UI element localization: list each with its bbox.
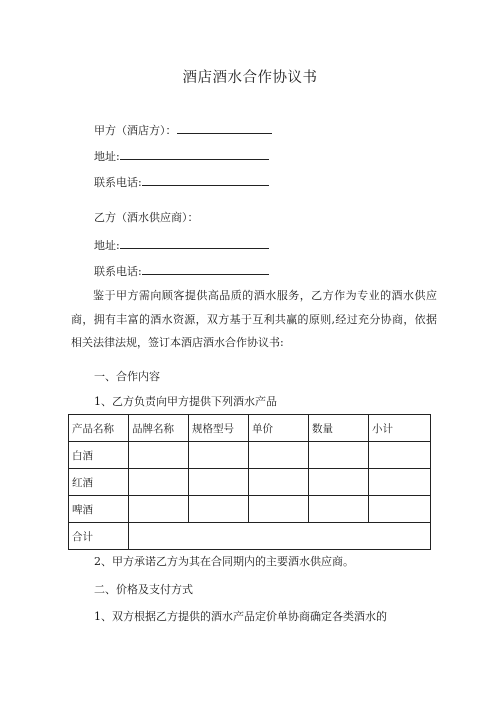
table-header-cell: 规格型号 — [189, 415, 249, 442]
party-a-phone-label: 联系电话: — [94, 176, 142, 189]
section2-heading: 二、价格及支付方式 — [94, 583, 193, 596]
party-a-line — [94, 122, 272, 138]
table-row-label: 红酒 — [69, 469, 129, 496]
party-a-address-label: 地址: — [94, 150, 120, 163]
party-a-phone-blank — [142, 174, 269, 186]
section2-item1: 1、双方根据乙方提供的酒水产品定价单协商确定各类酒水的 — [94, 610, 387, 623]
table-row — [69, 469, 431, 496]
party-a-phone-line — [94, 174, 269, 190]
intro-paragraph: 鉴于甲方需向顾客提供高品质的酒水服务，乙方作为专业的酒水供应商，拥有丰富的酒水资源，双方基于互利共赢的原则,经过充分协商，依据相关法律法规，签订本酒店酒水合作协议书: — [71, 289, 437, 349]
table-header-cell: 产品名称 — [69, 415, 129, 442]
document-title: 酒店酒水合作协议书 — [182, 70, 318, 86]
party-b-phone-blank — [142, 263, 269, 275]
table-row — [69, 442, 431, 469]
party-b-phone-label: 联系电话: — [94, 265, 142, 278]
section1-item2: 2、甲方承诺乙方为其在合同期内的主要酒水供应商。 — [94, 555, 354, 568]
table-row — [69, 496, 431, 523]
party-b-address-blank — [120, 237, 269, 249]
section1-heading: 一、合作内容 — [94, 370, 160, 383]
table-total-value — [129, 523, 431, 550]
party-a-address-blank — [120, 148, 269, 160]
party-a-address-line — [94, 148, 269, 164]
party-b-label: 乙方（酒水供应商）： — [94, 211, 199, 224]
table-header-row — [69, 415, 431, 442]
party-b-line — [94, 211, 199, 225]
party-a-label: 甲方（酒店方）： — [94, 124, 177, 137]
table-total-row — [69, 523, 431, 550]
party-b-phone-line — [94, 263, 269, 279]
table-row-label: 啤酒 — [69, 496, 129, 523]
table-header-cell: 数量 — [309, 415, 369, 442]
party-b-address-label: 地址: — [94, 239, 120, 252]
section1-item1: 1、乙方负责向甲方提供下列酒水产品 — [94, 395, 277, 408]
table-header-cell: 小计 — [369, 415, 431, 442]
products-table — [68, 414, 431, 550]
table-row-label: 白酒 — [69, 442, 129, 469]
party-b-address-line — [94, 237, 269, 253]
table-header-cell: 单价 — [249, 415, 309, 442]
party-a-blank — [177, 122, 272, 134]
table-total-label: 合计 — [69, 523, 129, 550]
table-header-cell: 品牌名称 — [129, 415, 189, 442]
